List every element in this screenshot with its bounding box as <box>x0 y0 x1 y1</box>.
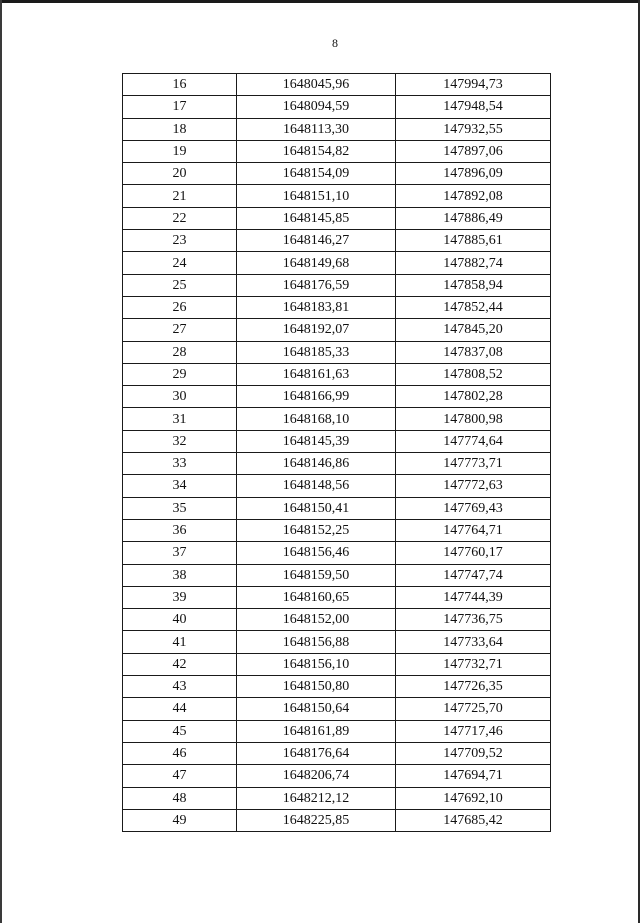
table-row <box>123 274 551 296</box>
point-number-cell: 26 <box>123 296 237 318</box>
x-coordinate-cell: 1648113,30 <box>237 118 396 140</box>
point-number-cell: 24 <box>123 252 237 274</box>
point-number-cell: 17 <box>123 96 237 118</box>
y-coordinate-cell: 147852,44 <box>396 296 551 318</box>
point-number-cell: 31 <box>123 408 237 430</box>
x-coordinate-cell: 1648161,89 <box>237 720 396 742</box>
y-coordinate-cell: 147760,17 <box>396 542 551 564</box>
x-coordinate-cell: 1648176,64 <box>237 742 396 764</box>
y-coordinate-cell: 147733,64 <box>396 631 551 653</box>
point-number-cell: 16 <box>123 74 237 96</box>
y-coordinate-cell: 147845,20 <box>396 319 551 341</box>
y-coordinate-cell: 147802,28 <box>396 386 551 408</box>
table-row <box>123 787 551 809</box>
point-number-cell: 44 <box>123 698 237 720</box>
point-number-cell: 32 <box>123 430 237 452</box>
point-number-cell: 37 <box>123 542 237 564</box>
table-row <box>123 519 551 541</box>
point-number-cell: 42 <box>123 653 237 675</box>
table-row <box>123 386 551 408</box>
table-row <box>123 720 551 742</box>
x-coordinate-cell: 1648161,63 <box>237 363 396 385</box>
x-coordinate-cell: 1648045,96 <box>237 74 396 96</box>
coordinates-table <box>122 73 551 832</box>
x-coordinate-cell: 1648152,00 <box>237 609 396 631</box>
table-row <box>123 96 551 118</box>
scan-border-left <box>0 0 2 923</box>
point-number-cell: 49 <box>123 809 237 831</box>
table-row <box>123 207 551 229</box>
y-coordinate-cell: 147886,49 <box>396 207 551 229</box>
y-coordinate-cell: 147800,98 <box>396 408 551 430</box>
y-coordinate-cell: 147725,70 <box>396 698 551 720</box>
y-coordinate-cell: 147837,08 <box>396 341 551 363</box>
y-coordinate-cell: 147747,74 <box>396 564 551 586</box>
y-coordinate-cell: 147994,73 <box>396 74 551 96</box>
point-number-cell: 39 <box>123 586 237 608</box>
y-coordinate-cell: 147892,08 <box>396 185 551 207</box>
table-row <box>123 475 551 497</box>
table-row <box>123 742 551 764</box>
table-row <box>123 230 551 252</box>
table-row <box>123 163 551 185</box>
x-coordinate-cell: 1648176,59 <box>237 274 396 296</box>
y-coordinate-cell: 147744,39 <box>396 586 551 608</box>
y-coordinate-cell: 147736,75 <box>396 609 551 631</box>
point-number-cell: 18 <box>123 118 237 140</box>
table-row <box>123 586 551 608</box>
x-coordinate-cell: 1648160,65 <box>237 586 396 608</box>
table-row <box>123 319 551 341</box>
x-coordinate-cell: 1648150,41 <box>237 497 396 519</box>
page-number: 8 <box>332 36 338 50</box>
y-coordinate-cell: 147769,43 <box>396 497 551 519</box>
point-number-cell: 47 <box>123 765 237 787</box>
x-coordinate-cell: 1648168,10 <box>237 408 396 430</box>
point-number-cell: 30 <box>123 386 237 408</box>
x-coordinate-cell: 1648192,07 <box>237 319 396 341</box>
x-coordinate-cell: 1648183,81 <box>237 296 396 318</box>
x-coordinate-cell: 1648149,68 <box>237 252 396 274</box>
y-coordinate-cell: 147717,46 <box>396 720 551 742</box>
y-coordinate-cell: 147858,94 <box>396 274 551 296</box>
point-number-cell: 34 <box>123 475 237 497</box>
x-coordinate-cell: 1648154,09 <box>237 163 396 185</box>
y-coordinate-cell: 147772,63 <box>396 475 551 497</box>
x-coordinate-cell: 1648151,10 <box>237 185 396 207</box>
x-coordinate-cell: 1648225,85 <box>237 809 396 831</box>
table-row <box>123 609 551 631</box>
x-coordinate-cell: 1648148,56 <box>237 475 396 497</box>
x-coordinate-cell: 1648094,59 <box>237 96 396 118</box>
point-number-cell: 36 <box>123 519 237 541</box>
table-row <box>123 74 551 96</box>
y-coordinate-cell: 147732,71 <box>396 653 551 675</box>
table-row <box>123 430 551 452</box>
y-coordinate-cell: 147932,55 <box>396 118 551 140</box>
y-coordinate-cell: 147709,52 <box>396 742 551 764</box>
table-row <box>123 185 551 207</box>
point-number-cell: 23 <box>123 230 237 252</box>
table-row <box>123 408 551 430</box>
x-coordinate-cell: 1648152,25 <box>237 519 396 541</box>
table-row <box>123 698 551 720</box>
x-coordinate-cell: 1648166,99 <box>237 386 396 408</box>
point-number-cell: 29 <box>123 363 237 385</box>
x-coordinate-cell: 1648150,80 <box>237 676 396 698</box>
table-row <box>123 252 551 274</box>
x-coordinate-cell: 1648146,86 <box>237 453 396 475</box>
table-row <box>123 564 551 586</box>
point-number-cell: 46 <box>123 742 237 764</box>
point-number-cell: 33 <box>123 453 237 475</box>
table-row <box>123 631 551 653</box>
point-number-cell: 19 <box>123 140 237 162</box>
point-number-cell: 28 <box>123 341 237 363</box>
x-coordinate-cell: 1648156,46 <box>237 542 396 564</box>
x-coordinate-cell: 1648145,39 <box>237 430 396 452</box>
x-coordinate-cell: 1648156,10 <box>237 653 396 675</box>
y-coordinate-cell: 147897,06 <box>396 140 551 162</box>
table-row <box>123 542 551 564</box>
x-coordinate-cell: 1648212,12 <box>237 787 396 809</box>
table-row <box>123 653 551 675</box>
point-number-cell: 41 <box>123 631 237 653</box>
y-coordinate-cell: 147774,64 <box>396 430 551 452</box>
table-row <box>123 765 551 787</box>
y-coordinate-cell: 147808,52 <box>396 363 551 385</box>
table-row <box>123 118 551 140</box>
y-coordinate-cell: 147726,35 <box>396 676 551 698</box>
point-number-cell: 20 <box>123 163 237 185</box>
y-coordinate-cell: 147685,42 <box>396 809 551 831</box>
point-number-cell: 45 <box>123 720 237 742</box>
x-coordinate-cell: 1648206,74 <box>237 765 396 787</box>
table-row <box>123 296 551 318</box>
x-coordinate-cell: 1648159,50 <box>237 564 396 586</box>
table-row <box>123 363 551 385</box>
point-number-cell: 25 <box>123 274 237 296</box>
point-number-cell: 27 <box>123 319 237 341</box>
x-coordinate-cell: 1648156,88 <box>237 631 396 653</box>
y-coordinate-cell: 147885,61 <box>396 230 551 252</box>
y-coordinate-cell: 147773,71 <box>396 453 551 475</box>
y-coordinate-cell: 147764,71 <box>396 519 551 541</box>
point-number-cell: 43 <box>123 676 237 698</box>
coordinates-table-body <box>123 74 551 832</box>
y-coordinate-cell: 147948,54 <box>396 96 551 118</box>
point-number-cell: 35 <box>123 497 237 519</box>
x-coordinate-cell: 1648146,27 <box>237 230 396 252</box>
point-number-cell: 22 <box>123 207 237 229</box>
x-coordinate-cell: 1648185,33 <box>237 341 396 363</box>
x-coordinate-cell: 1648145,85 <box>237 207 396 229</box>
table-row <box>123 676 551 698</box>
point-number-cell: 48 <box>123 787 237 809</box>
table-row <box>123 341 551 363</box>
table-row <box>123 497 551 519</box>
x-coordinate-cell: 1648150,64 <box>237 698 396 720</box>
point-number-cell: 38 <box>123 564 237 586</box>
table-row <box>123 140 551 162</box>
x-coordinate-cell: 1648154,82 <box>237 140 396 162</box>
point-number-cell: 40 <box>123 609 237 631</box>
y-coordinate-cell: 147694,71 <box>396 765 551 787</box>
y-coordinate-cell: 147896,09 <box>396 163 551 185</box>
y-coordinate-cell: 147692,10 <box>396 787 551 809</box>
y-coordinate-cell: 147882,74 <box>396 252 551 274</box>
scan-border-top <box>0 0 640 3</box>
point-number-cell: 21 <box>123 185 237 207</box>
table-row <box>123 809 551 831</box>
table-row <box>123 453 551 475</box>
